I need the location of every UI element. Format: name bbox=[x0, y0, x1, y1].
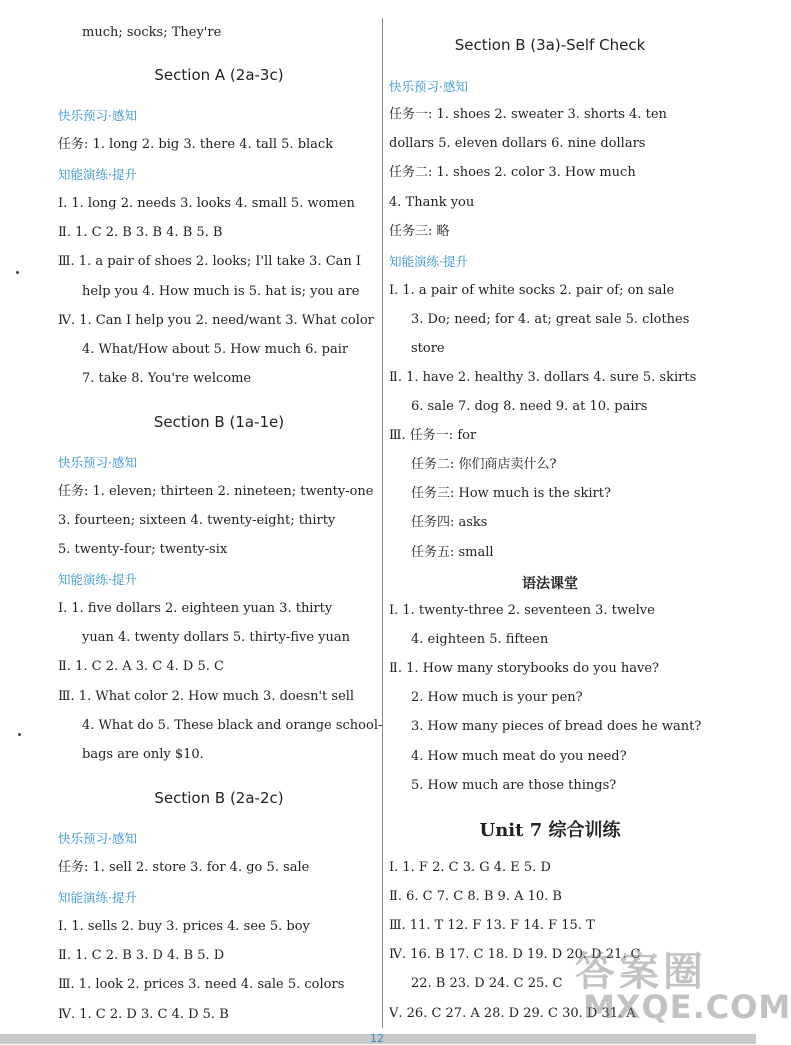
task-line: 任务: 1. eleven; thirteen 2. nineteen; twenty-one bbox=[58, 484, 374, 499]
answer-line: Ⅰ. 1. sells 2. buy 3. prices 4. see 5. boy bbox=[58, 919, 310, 934]
answer-line: 2. How much is your pen? bbox=[411, 690, 583, 705]
answer-line: 7. take 8. You're welcome bbox=[82, 371, 252, 386]
practice-tag: 知能演练·提升 bbox=[58, 572, 137, 587]
practice-tag: 知能演练·提升 bbox=[58, 890, 137, 905]
answer-line: 6. sale 7. dog 8. need 9. at 10. pairs bbox=[411, 399, 648, 414]
answer-line: Ⅳ. 16. B 17. C 18. D 19. D 20. D 21. C bbox=[389, 947, 641, 962]
answer-line: Ⅲ. 1. What color 2. How much 3. doesn't sell bbox=[58, 689, 355, 704]
answer-line: Ⅱ. 1. have 2. healthy 3. dollars 4. sure 5. skirts bbox=[389, 370, 697, 385]
preview-tag: 快乐预习·感知 bbox=[58, 455, 137, 470]
task-line: 3. fourteen; sixteen 4. twenty-eight; thirty bbox=[58, 513, 336, 528]
answer-line: 4. What do 5. These black and orange school- bbox=[82, 718, 383, 733]
practice-tag: 知能演练·提升 bbox=[389, 254, 468, 269]
answer-line: 4. How much meat do you need? bbox=[411, 749, 627, 764]
answer-line: Ⅱ. 6. C 7. C 8. B 9. A 10. B bbox=[389, 889, 562, 904]
unit-title: Unit 7 综合训练 bbox=[479, 820, 621, 841]
carryover-line: much; socks; They're bbox=[82, 25, 222, 40]
answer-line: Ⅱ. 1. C 2. B 3. B 4. B 5. B bbox=[58, 225, 223, 240]
answer-line: help you 4. How much is 5. hat is; you are bbox=[82, 284, 360, 299]
scan-mark bbox=[16, 271, 19, 274]
answer-line: Ⅳ. 1. Can I help you 2. need/want 3. What color bbox=[58, 313, 374, 328]
answer-line: 任务五: small bbox=[411, 545, 494, 560]
preview-tag: 快乐预习·感知 bbox=[58, 108, 137, 123]
answer-line: Ⅰ. 1. long 2. needs 3. looks 4. small 5. women bbox=[58, 196, 355, 211]
column-divider bbox=[382, 18, 383, 1028]
page-number: 12 bbox=[370, 1032, 384, 1045]
answer-line: Ⅰ. 1. a pair of white socks 2. pair of; on sale bbox=[389, 283, 675, 298]
answer-line: Ⅲ. 1. look 2. prices 3. need 4. sale 5. colors bbox=[58, 977, 345, 992]
answer-line: Ⅰ. 1. five dollars 2. eighteen yuan 3. thirty bbox=[58, 601, 333, 616]
practice-tag: 知能演练·提升 bbox=[58, 167, 137, 182]
answer-line: Ⅰ. 1. F 2. C 3. G 4. E 5. D bbox=[389, 860, 551, 875]
task-line: 任务: 1. sell 2. store 3. for 4. go 5. sale bbox=[58, 860, 310, 875]
answer-line: Ⅲ. 11. T 12. F 13. F 14. F 15. T bbox=[389, 918, 595, 933]
answer-line: Ⅲ. 任务一: for bbox=[389, 428, 477, 443]
watermark-logo bbox=[575, 940, 791, 1035]
preview-tag: 快乐预习·感知 bbox=[58, 831, 137, 846]
section-title: Section A (2a-3c) bbox=[154, 66, 284, 84]
task-line: 任务一: 1. shoes 2. sweater 3. shorts 4. ten bbox=[389, 107, 667, 122]
task-line: 任务三: 略 bbox=[389, 224, 450, 239]
grammar-title: 语法课堂 bbox=[522, 576, 578, 592]
answer-line: Ⅰ. 1. twenty-three 2. seventeen 3. twelve bbox=[389, 603, 655, 618]
answer-line: Ⅱ. 1. How many storybooks do you have? bbox=[389, 661, 660, 676]
preview-tag: 快乐预习·感知 bbox=[389, 79, 468, 94]
watermark-url: MXQE.COM bbox=[583, 988, 791, 1026]
answer-line: 3. Do; need; for 4. at; great sale 5. clothes bbox=[411, 312, 690, 327]
answer-line: Ⅱ. 1. C 2. A 3. C 4. D 5. C bbox=[58, 659, 224, 674]
answer-line: Ⅱ. 1. C 2. B 3. D 4. B 5. D bbox=[58, 948, 225, 963]
section-title: Section B (3a)-Self Check bbox=[454, 36, 646, 54]
answer-line: 3. How many pieces of bread does he want? bbox=[411, 719, 702, 734]
answer-line: bags are only $10. bbox=[82, 747, 204, 762]
task-line: 4. Thank you bbox=[389, 195, 475, 210]
task-line: 5. twenty-four; twenty-six bbox=[58, 542, 228, 557]
answer-line: 22. B 23. D 24. C 25. C bbox=[411, 976, 563, 991]
answer-line: 4. eighteen 5. fifteen bbox=[411, 632, 549, 647]
answer-line: 5. How much are those things? bbox=[411, 778, 617, 793]
scan-mark bbox=[18, 733, 21, 736]
watermark-text: 答案圈 bbox=[575, 949, 707, 995]
answer-line: Ⅲ. 1. a pair of shoes 2. looks; I'll take 3. Can I bbox=[58, 254, 362, 269]
task-line: dollars 5. eleven dollars 6. nine dollars bbox=[389, 136, 646, 151]
section-title: Section B (1a-1e) bbox=[153, 413, 285, 431]
task-line: 任务二: 1. shoes 2. color 3. How much bbox=[389, 165, 636, 180]
answer-line: 4. What/How about 5. How much 6. pair bbox=[82, 342, 349, 357]
answer-line: Ⅴ. 26. C 27. A 28. D 29. C 30. D 31. A bbox=[389, 1006, 636, 1021]
answer-line: 任务四: asks bbox=[411, 515, 488, 530]
answer-line: 任务三: How much is the skirt? bbox=[411, 486, 611, 501]
task-line: 任务: 1. long 2. big 3. there 4. tall 5. black bbox=[58, 137, 334, 152]
answer-line: 任务二: 你们商店卖什么? bbox=[411, 457, 557, 472]
answer-line: yuan 4. twenty dollars 5. thirty-five yuan bbox=[82, 630, 351, 645]
section-title: Section B (2a-2c) bbox=[154, 789, 284, 807]
answer-line: store bbox=[411, 341, 445, 356]
answer-line: Ⅳ. 1. C 2. D 3. C 4. D 5. B bbox=[58, 1007, 229, 1022]
